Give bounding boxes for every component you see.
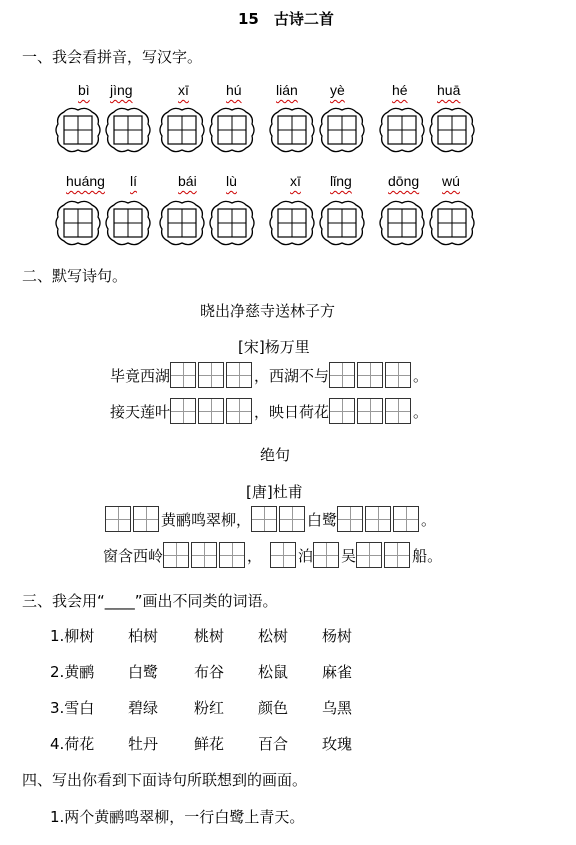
tianzige-cell-row2-5[interactable] (268, 199, 316, 247)
pinyin-row2-4: lù (226, 173, 237, 189)
word-option-r1-3[interactable]: 桃树 (194, 627, 225, 645)
poem1-line1-end: 。 (413, 366, 429, 385)
word-option-r3-2[interactable]: 碧绿 (128, 699, 159, 717)
poem1-line2-part-a: 接天莲叶 (110, 402, 171, 421)
pinyin-row1-2: jìng (110, 82, 133, 98)
pinyin-row1-6: yè (330, 82, 345, 98)
poem2-line1-part-b: 白鹭 (307, 510, 338, 529)
tianzige-cell-row2-7[interactable] (378, 199, 426, 247)
word-option-r4-4[interactable]: 百合 (258, 735, 289, 753)
word-option-r2-4[interactable]: 松鼠 (258, 663, 289, 681)
poem1-line1-part-b: ，西湖不与 (254, 366, 330, 385)
poem2-title: 绝句 (260, 446, 291, 464)
pinyin-row2-3: bái (178, 173, 197, 189)
pinyin-row1-5: lián (276, 82, 298, 98)
poem2-line2-part-a: 窗含西岭 (103, 546, 164, 565)
tianzige-cell-row1-3[interactable] (158, 106, 206, 154)
word-option-r1-5[interactable]: 杨树 (322, 627, 353, 645)
pinyin-row2-2: lí (130, 173, 137, 189)
tianzige-cell-row1-6[interactable] (318, 106, 366, 154)
pinyin-row1-7: hé (392, 82, 408, 98)
poem2-line2-part-c: 泊 (298, 546, 314, 565)
word-option-r3-3[interactable]: 粉红 (194, 699, 225, 717)
tianzige-cell-row1-5[interactable] (268, 106, 316, 154)
answer-cells[interactable] (105, 506, 161, 532)
word-option-r1-2[interactable]: 柏树 (128, 627, 159, 645)
pinyin-row2-1: huáng (66, 173, 105, 189)
answer-cells[interactable] (313, 542, 341, 568)
word-option-r2-2[interactable]: 白鹭 (128, 663, 159, 681)
pinyin-row1-8: huā (437, 82, 461, 98)
answer-cells[interactable] (251, 506, 307, 532)
word-option-r3-4[interactable]: 颜色 (258, 699, 289, 717)
poem1-author: [宋]杨万里 (238, 338, 310, 356)
answer-cells[interactable] (329, 398, 413, 424)
word-option-r2-1[interactable]: 2.黄鹂 (50, 663, 95, 681)
word-option-r1-4[interactable]: 松树 (258, 627, 289, 645)
pinyin-row1-3: xī (178, 82, 189, 98)
word-option-r3-1[interactable]: 3.雪白 (50, 699, 95, 717)
answer-cells[interactable] (170, 398, 254, 424)
tianzige-cell-row2-4[interactable] (208, 199, 256, 247)
pinyin-row2-8: wú (442, 173, 460, 189)
poem1-title: 晓出净慈寺送林子方 (200, 302, 336, 320)
poem2-line1 (105, 506, 436, 532)
word-option-r2-5[interactable]: 麻雀 (322, 663, 353, 681)
poem1-line1 (110, 362, 428, 388)
tianzige-cell-row2-3[interactable] (158, 199, 206, 247)
answer-cells[interactable] (337, 506, 421, 532)
tianzige-cell-row1-1[interactable] (54, 106, 102, 154)
section-1-heading: 一、我会看拼音，写汉字。 (22, 48, 203, 66)
poem1-line1-part-a: 毕竟西湖 (110, 366, 171, 385)
section-4-item: 1.两个黄鹂鸣翠柳，一行白鹭上青天。 (50, 808, 305, 826)
pinyin-row1-1: bì (78, 82, 90, 98)
word-option-r4-2[interactable]: 牡丹 (128, 735, 159, 753)
word-option-r1-1[interactable]: 1.柳树 (50, 627, 95, 645)
tianzige-cell-row1-8[interactable] (428, 106, 476, 154)
poem2-line2-end: 船。 (412, 546, 443, 565)
poem2-author: [唐]杜甫 (246, 483, 303, 501)
section-3-heading: 三、我会用“____”画出不同类的词语。 (22, 592, 278, 610)
tianzige-cell-row2-2[interactable] (104, 199, 152, 247)
word-option-r4-5[interactable]: 玫瑰 (322, 735, 353, 753)
word-option-r4-3[interactable]: 鲜花 (194, 735, 225, 753)
page-title: 15 古诗二首 (238, 10, 334, 28)
poem2-line2 (103, 542, 442, 568)
pinyin-row2-5: xī (290, 173, 301, 189)
poem1-line2 (110, 398, 428, 424)
answer-cells[interactable] (356, 542, 412, 568)
word-option-r4-1[interactable]: 4.荷花 (50, 735, 95, 753)
tianzige-cell-row2-8[interactable] (428, 199, 476, 247)
answer-cells[interactable] (163, 542, 247, 568)
section-2-heading: 二、默写诗句。 (22, 267, 128, 285)
tianzige-cell-row2-1[interactable] (54, 199, 102, 247)
poem1-line2-end: 。 (413, 402, 429, 421)
poem2-line1-part-a: 黄鹂鸣翠柳， (161, 510, 252, 529)
pinyin-row1-4: hú (226, 82, 242, 98)
tianzige-cell-row1-4[interactable] (208, 106, 256, 154)
answer-cells[interactable] (270, 542, 298, 568)
poem2-line2-part-d: 吴 (341, 546, 357, 565)
word-option-r3-5[interactable]: 乌黑 (322, 699, 353, 717)
tianzige-cell-row1-2[interactable] (104, 106, 152, 154)
pinyin-row2-7: dōng (388, 173, 420, 189)
poem2-line1-end: 。 (421, 510, 437, 529)
poem2-line2-part-b: ， (247, 546, 263, 565)
word-option-r2-3[interactable]: 布谷 (194, 663, 225, 681)
section-4-heading: 四、写出你看到下面诗句所联想到的画面。 (22, 771, 308, 789)
tianzige-cell-row1-7[interactable] (378, 106, 426, 154)
poem1-line2-part-b: ，映日荷花 (254, 402, 330, 421)
answer-cells[interactable] (329, 362, 413, 388)
pinyin-row2-6: lǐng (330, 173, 352, 189)
tianzige-cell-row2-6[interactable] (318, 199, 366, 247)
answer-cells[interactable] (170, 362, 254, 388)
